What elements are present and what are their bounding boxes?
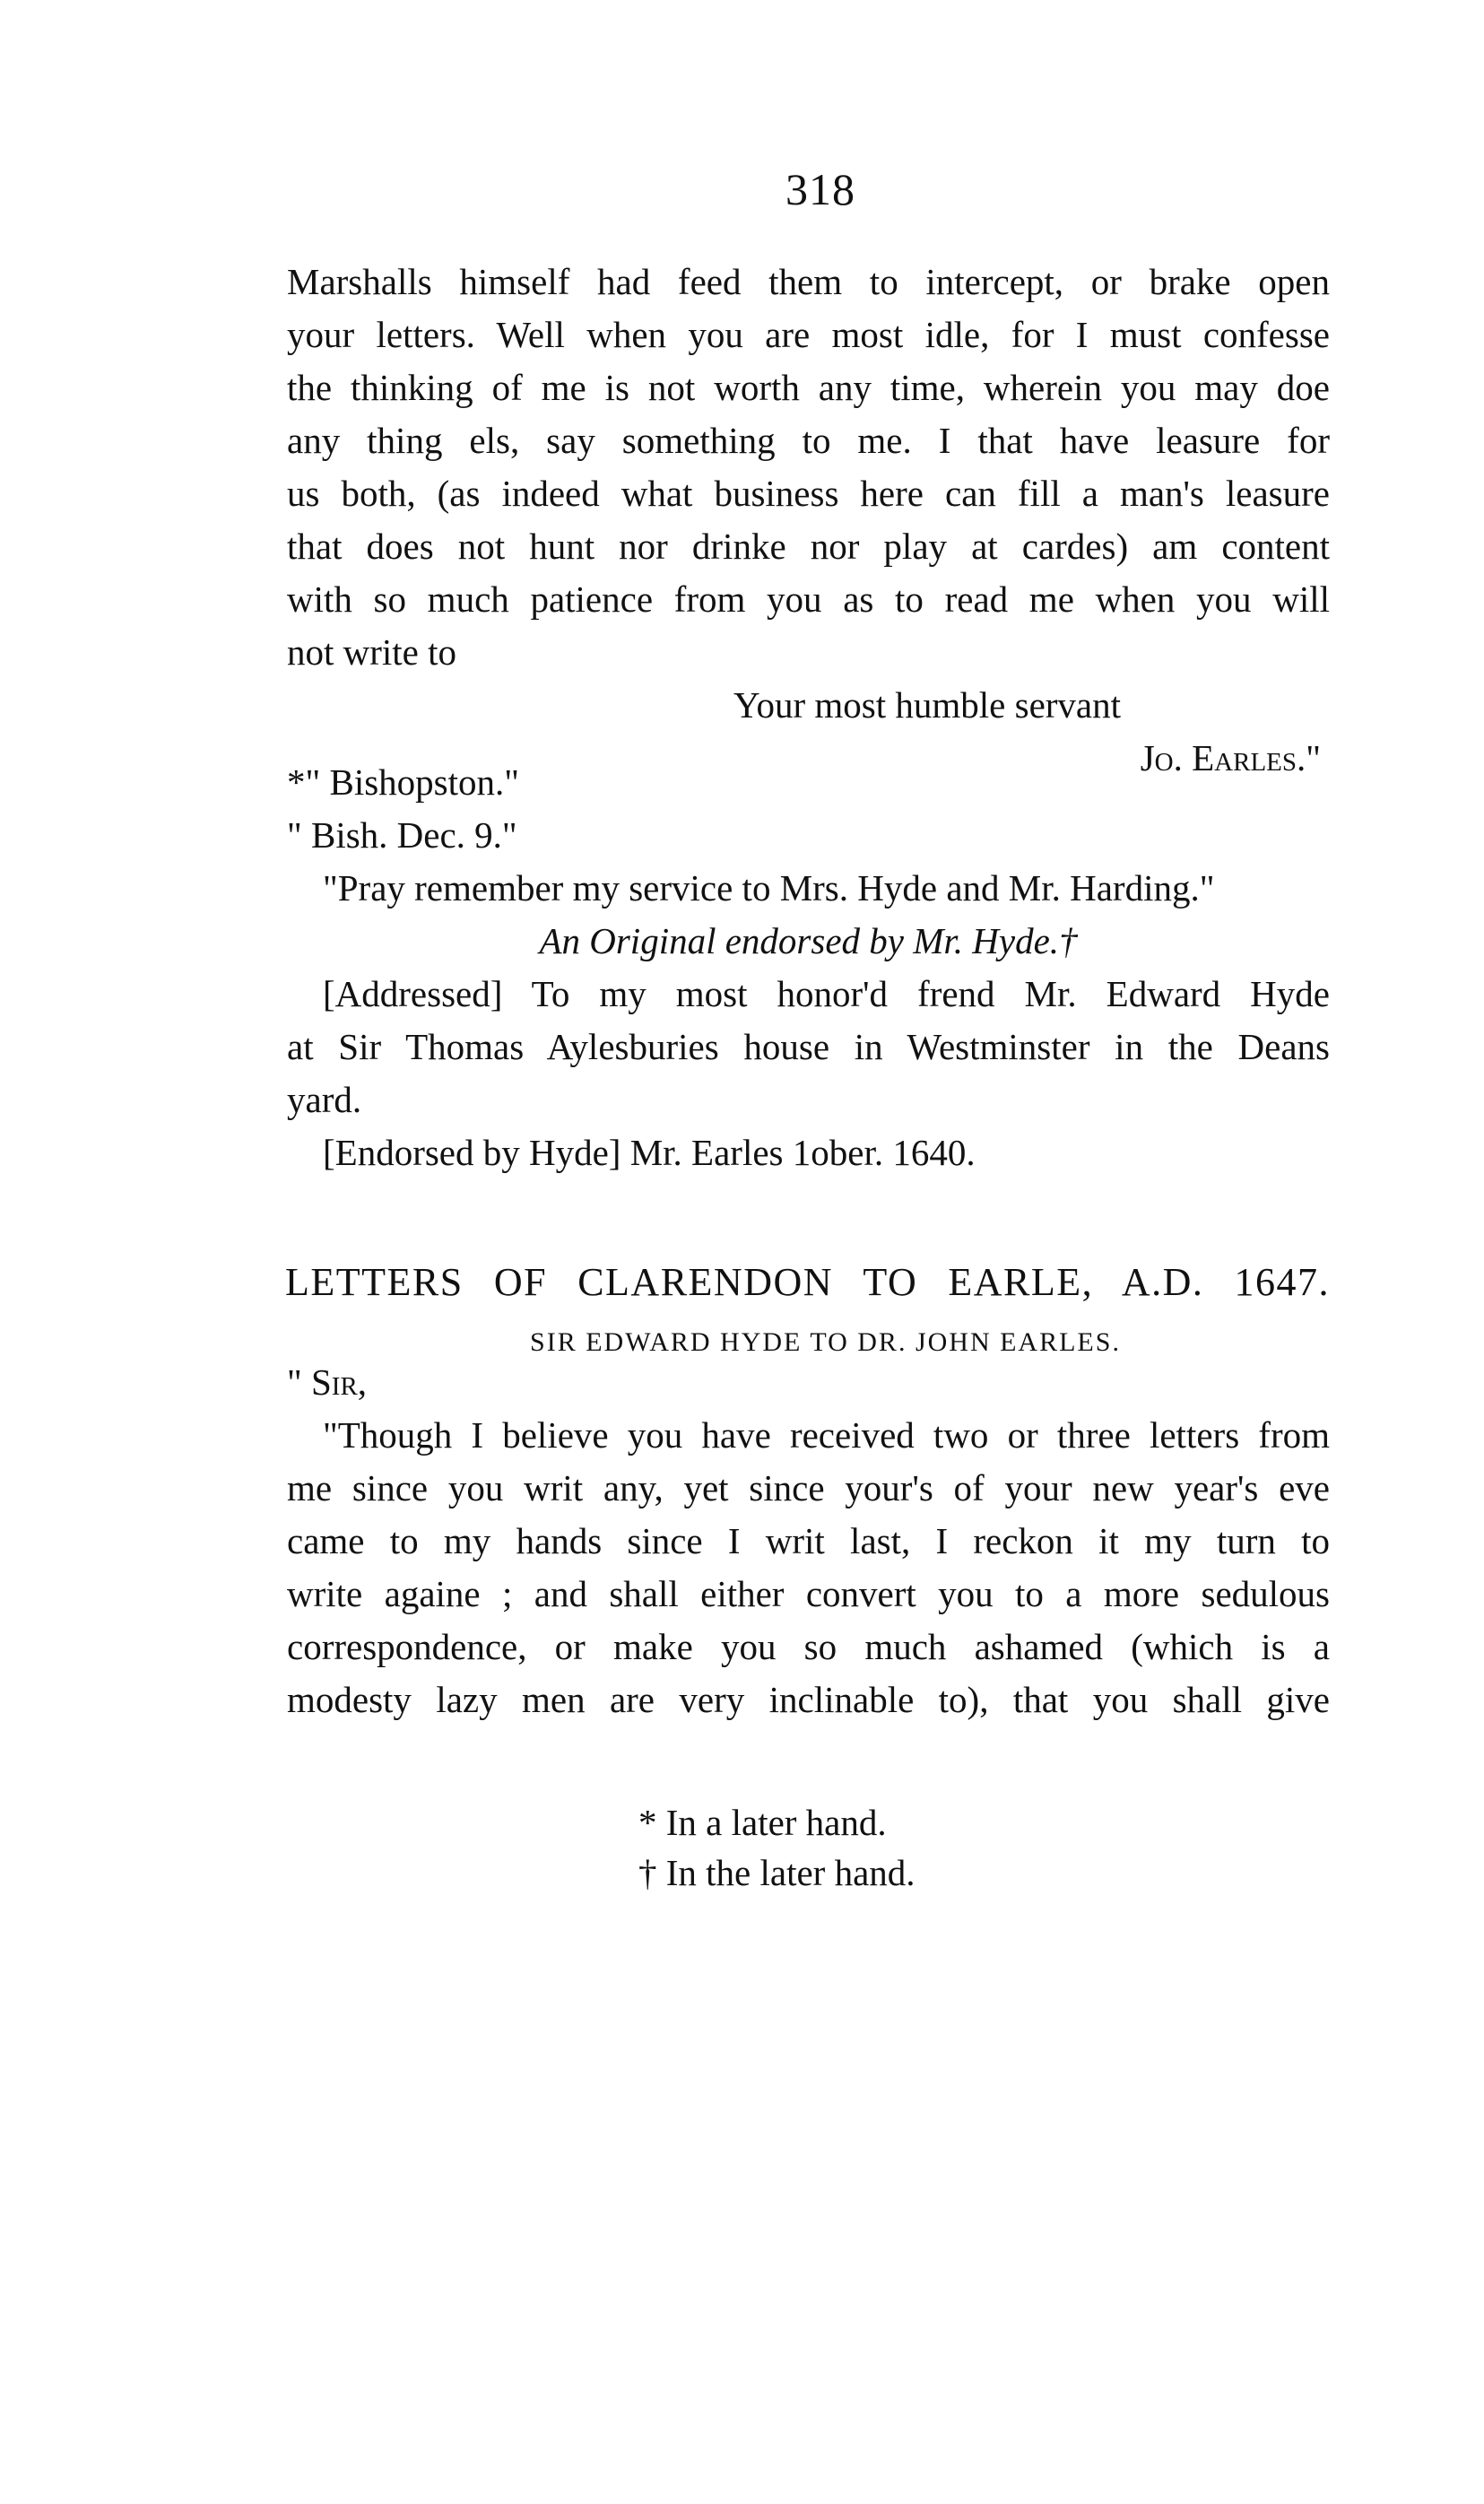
letter-notes (287, 756, 1330, 1179)
note-bishopston: *" Bishopston." (287, 761, 520, 803)
letter-line: any thing els, say something to me. I that have leasure for (287, 420, 1330, 461)
letter-line: Marshalls himself had feed them to intercept, or brake open (287, 261, 1330, 302)
letter-line: came to my hands since I writ last, I reckon it my turn to (287, 1520, 1330, 1561)
second-letter (287, 1356, 1330, 1726)
letter-line: with so much patience from you as to read me when you will (287, 578, 1330, 620)
letter-line: your letters. Well when you are most idle, for I must confesse (287, 314, 1330, 355)
note-bish-dec: " Bish. Dec. 9." (287, 814, 517, 856)
letter-line: modesty lazy men are very inclinable to), that you shall give (287, 1679, 1330, 1720)
addressed-line: [Addressed] To my most honor'd frend Mr. Edward Hyde (323, 973, 1330, 1014)
letter-line: correspondence, or make you so much ashamed (which is a (287, 1626, 1330, 1667)
letter-body (287, 256, 1330, 785)
letter-line: us both, (as indeed what business here can fill a man's leasure (287, 473, 1330, 514)
letter-line: "Though I believe you have received two or three letters from (323, 1414, 1330, 1456)
footnotes (638, 1797, 916, 1898)
footnote: † In the later hand. (638, 1852, 916, 1893)
letter-closing: Your most humble servant (733, 684, 1122, 726)
letter-line: write againe ; and shall either convert you to a more sedulous (287, 1573, 1330, 1614)
note-postscript: "Pray remember my service to Mrs. Hyde and Mr. Harding." (323, 867, 1215, 909)
section-heading: LETTERS OF CLARENDON TO EARLE, A.D. 1647. (285, 1260, 1330, 1304)
salutation: " Sir, (287, 1361, 368, 1403)
letter-line: the thinking of me is not worth any time, wherein you may doe (287, 367, 1330, 408)
endorsement-caption: An Original endorsed by Mr. Hyde.† (539, 920, 1078, 961)
footnote: * In a later hand. (638, 1802, 887, 1843)
section-subheading: SIR EDWARD HYDE TO DR. JOHN EARLES. (530, 1327, 1121, 1357)
letter-line: that does not hunt nor drinke nor play at cardes) am content (287, 526, 1330, 567)
letter-line: me since you writ any, yet since your's of your new year's eve (287, 1467, 1330, 1508)
letter-signature: Jo. Earles." (1140, 737, 1321, 778)
endorsed-line: [Endorsed by Hyde] Mr. Earles 1ober. 1640. (323, 1132, 976, 1173)
page-number: 318 (785, 164, 855, 214)
addressed-line: at Sir Thomas Aylesburies house in Westminster in the Deans (287, 1026, 1330, 1067)
addressed-line: yard. (287, 1079, 362, 1120)
letter-line: not write to (287, 631, 457, 673)
